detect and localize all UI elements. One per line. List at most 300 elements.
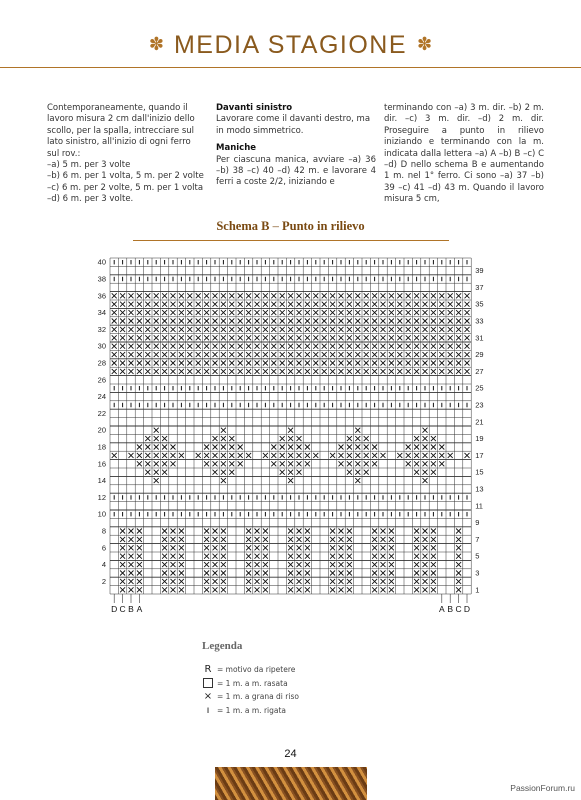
- knitting-chart: [85, 250, 505, 622]
- chart-cell-cross: [347, 470, 352, 475]
- chart-cell-cross: [280, 327, 285, 332]
- chart-cell-cross: [414, 545, 419, 550]
- chart-cell-cross: [372, 587, 377, 592]
- chart-cell-cross: [213, 470, 218, 475]
- chart-cell-cross: [414, 369, 419, 374]
- chart-cell-cross: [179, 369, 184, 374]
- schema-title-b: Punto in rilievo: [281, 219, 365, 233]
- legend-text: = 1 m. a m. rigata: [217, 705, 287, 715]
- chart-cell-cross: [179, 302, 184, 307]
- chart-cell-cross: [246, 571, 251, 576]
- chart-cell-cross: [288, 436, 293, 441]
- chart-cell-cross: [162, 470, 167, 475]
- chart-cell-cross: [229, 461, 234, 466]
- chart-cell-cross: [145, 445, 150, 450]
- column-label-right: C: [455, 604, 462, 614]
- chart-cell-cross: [406, 352, 411, 357]
- chart-cell-cross: [364, 293, 369, 298]
- chart-cell-cross: [129, 537, 134, 542]
- chart-cell-cross: [423, 335, 428, 340]
- chart-cell-cross: [288, 319, 293, 324]
- chart-cell-cross: [112, 369, 117, 374]
- chart-cell-cross: [431, 445, 436, 450]
- chart-cell-cross: [154, 319, 159, 324]
- chart-cell-cross: [448, 361, 453, 366]
- chart-cell-cross: [372, 554, 377, 559]
- chart-cell-cross: [313, 302, 318, 307]
- chart-cell-cross: [221, 361, 226, 366]
- chart-cell-cross: [204, 529, 209, 534]
- chart-cell-cross: [179, 310, 184, 315]
- chart-cell-cross: [364, 302, 369, 307]
- chart-cell-cross: [347, 453, 352, 458]
- chart-cell-cross: [313, 335, 318, 340]
- chart-cell-cross: [330, 529, 335, 534]
- chart-cell-cross: [355, 453, 360, 458]
- chart-cell-cross: [154, 352, 159, 357]
- chart-cell-cross: [381, 537, 386, 542]
- chart-cell-cross: [229, 327, 234, 332]
- chart-cell-cross: [179, 453, 184, 458]
- chart-cell-cross: [221, 445, 226, 450]
- chart-cell-cross: [187, 361, 192, 366]
- chart-cell-cross: [339, 579, 344, 584]
- chart-cell-cross: [246, 554, 251, 559]
- chart-cell-cross: [431, 352, 436, 357]
- chart-cell-cross: [288, 571, 293, 576]
- chart-cell-cross: [280, 453, 285, 458]
- chart-cell-cross: [439, 319, 444, 324]
- chart-cell-cross: [137, 453, 142, 458]
- chart-cell-cross: [263, 554, 268, 559]
- chart-cell-cross: [347, 545, 352, 550]
- chart-cell-cross: [137, 529, 142, 534]
- chart-cell-cross: [162, 436, 167, 441]
- chart-cell-cross: [423, 319, 428, 324]
- chart-cell-cross: [397, 369, 402, 374]
- chart-cell-cross: [456, 562, 461, 567]
- chart-cell-cross: [221, 571, 226, 576]
- chart-cell-cross: [246, 562, 251, 567]
- chart-cell-cross: [465, 293, 470, 298]
- chart-cell-cross: [431, 369, 436, 374]
- row-label-left: 10: [97, 509, 106, 519]
- chart-cell-cross: [263, 361, 268, 366]
- chart-cell-cross: [465, 344, 470, 349]
- chart-cell-cross: [171, 529, 176, 534]
- chart-cell-cross: [339, 587, 344, 592]
- chart-cell-cross: [305, 529, 310, 534]
- chart-cell-cross: [381, 352, 386, 357]
- chart-cell-cross: [129, 319, 134, 324]
- chart-cell-cross: [423, 461, 428, 466]
- chart-cell-cross: [456, 327, 461, 332]
- row-label-left: 28: [97, 358, 106, 368]
- chart-cell-cross: [330, 319, 335, 324]
- chart-cell-cross: [330, 562, 335, 567]
- chart-cell-cross: [465, 319, 470, 324]
- legend-text: = 1 m. a m. rasata: [217, 678, 288, 688]
- chart-cell-cross: [213, 453, 218, 458]
- chart-cell-cross: [355, 428, 360, 433]
- chart-cell-cross: [372, 529, 377, 534]
- chart-cell-cross: [456, 293, 461, 298]
- chart-cell-cross: [423, 436, 428, 441]
- chart-cell-cross: [339, 453, 344, 458]
- chart-cell-cross: [339, 529, 344, 534]
- chart-cell-cross: [364, 436, 369, 441]
- chart-cell-cross: [213, 554, 218, 559]
- chart-cell-cross: [221, 428, 226, 433]
- chart-cell-cross: [414, 453, 419, 458]
- chart-cell-cross: [397, 352, 402, 357]
- chart-cell-cross: [221, 310, 226, 315]
- chart-cell-cross: [162, 302, 167, 307]
- chart-cell-cross: [280, 361, 285, 366]
- text-column-1: [47, 103, 205, 206]
- row-label-right: 25: [475, 383, 484, 393]
- chart-cell-cross: [196, 361, 201, 366]
- chart-cell-cross: [347, 537, 352, 542]
- chart-cell-cross: [347, 335, 352, 340]
- row-label-right: 27: [475, 366, 484, 376]
- chart-cell-cross: [246, 369, 251, 374]
- chart-cell-cross: [288, 302, 293, 307]
- chart-cell-cross: [414, 470, 419, 475]
- chart-cell-cross: [179, 327, 184, 332]
- chart-cell-cross: [397, 327, 402, 332]
- row-label-right: 3: [475, 568, 480, 578]
- chart-cell-cross: [431, 587, 436, 592]
- chart-cell-cross: [339, 352, 344, 357]
- chart-cell-cross: [129, 293, 134, 298]
- chart-cell-cross: [288, 478, 293, 483]
- chart-cell-cross: [465, 369, 470, 374]
- chart-cell-cross: [112, 293, 117, 298]
- chart-cell-cross: [255, 327, 260, 332]
- chart-cell-cross: [339, 571, 344, 576]
- chart-cell-cross: [213, 335, 218, 340]
- chart-cell-cross: [297, 461, 302, 466]
- chart-cell-cross: [112, 361, 117, 366]
- chart-cell-cross: [414, 461, 419, 466]
- chart-cell-cross: [423, 579, 428, 584]
- chart-cell-cross: [255, 344, 260, 349]
- chart-cell-cross: [238, 461, 243, 466]
- chart-cell-cross: [171, 293, 176, 298]
- chart-cell-cross: [389, 344, 394, 349]
- chart-cell-cross: [196, 344, 201, 349]
- chart-cell-cross: [246, 545, 251, 550]
- chart-cell-cross: [154, 445, 159, 450]
- chart-cell-cross: [414, 293, 419, 298]
- row-label-left: 40: [97, 257, 106, 267]
- chart-cell-cross: [255, 571, 260, 576]
- row-label-left: 18: [97, 442, 106, 452]
- chart-cell-cross: [196, 319, 201, 324]
- chart-cell-cross: [431, 302, 436, 307]
- chart-cell-cross: [305, 571, 310, 576]
- chart-cell-cross: [372, 445, 377, 450]
- chart-cell-cross: [137, 302, 142, 307]
- chart-cell-cross: [120, 554, 125, 559]
- chart-cell-cross: [414, 327, 419, 332]
- chart-cell-cross: [305, 310, 310, 315]
- chart-cell-cross: [229, 445, 234, 450]
- chart-cell-cross: [389, 310, 394, 315]
- chart-cell-cross: [179, 529, 184, 534]
- legend-text: = motivo da ripetere: [217, 665, 296, 675]
- chart-cell-cross: [297, 293, 302, 298]
- schema-title-a: Schema B: [216, 219, 270, 233]
- chart-cell-cross: [414, 445, 419, 450]
- chart-cell-cross: [355, 470, 360, 475]
- chart-cell-cross: [397, 344, 402, 349]
- chart-cell-cross: [448, 352, 453, 357]
- chart-cell-cross: [448, 335, 453, 340]
- schema-title: [0, 219, 581, 234]
- schema-title-separator: –: [272, 219, 279, 233]
- chart-cell-cross: [255, 562, 260, 567]
- chart-cell-cross: [271, 369, 276, 374]
- chart-cell-cross: [162, 461, 167, 466]
- row-label-left: 6: [101, 543, 106, 553]
- chart-cell-cross: [431, 436, 436, 441]
- row-label-right: 17: [475, 450, 484, 460]
- chart-cell-cross: [145, 361, 150, 366]
- chart-cell-cross: [280, 310, 285, 315]
- chart-cell-cross: [423, 445, 428, 450]
- chart-cell-cross: [154, 470, 159, 475]
- chart-cell-cross: [137, 579, 142, 584]
- chart-cell-cross: [145, 461, 150, 466]
- chart-cell-cross: [221, 461, 226, 466]
- chart-cell-cross: [355, 369, 360, 374]
- chart-cell-cross: [313, 344, 318, 349]
- row-label-right: 1: [475, 585, 480, 595]
- page-number: 24: [284, 748, 297, 760]
- chart-cell-cross: [288, 562, 293, 567]
- chart-cell-cross: [171, 554, 176, 559]
- chart-cell-cross: [213, 587, 218, 592]
- chart-cell-cross: [431, 461, 436, 466]
- chart-cell-cross: [381, 453, 386, 458]
- chart-cell-cross: [229, 361, 234, 366]
- chart-cell-cross: [364, 369, 369, 374]
- chart-cell-cross: [137, 319, 142, 324]
- chart-cell-cross: [305, 361, 310, 366]
- chart-cell-cross: [187, 352, 192, 357]
- chart-cell-cross: [297, 470, 302, 475]
- chart-cell-cross: [162, 369, 167, 374]
- chart-cell-cross: [297, 571, 302, 576]
- chart-cell-cross: [339, 335, 344, 340]
- chart-cell-cross: [389, 352, 394, 357]
- chart-cell-cross: [439, 335, 444, 340]
- chart-cell-cross: [129, 545, 134, 550]
- chart-cell-cross: [221, 478, 226, 483]
- chart-cell-cross: [414, 319, 419, 324]
- chart-cell-cross: [355, 293, 360, 298]
- chart-cell-cross: [263, 537, 268, 542]
- chart-cell-cross: [112, 453, 117, 458]
- chart-cell-cross: [120, 293, 125, 298]
- chart-cell-cross: [339, 445, 344, 450]
- chart-cell-cross: [263, 529, 268, 534]
- chart-cell-cross: [196, 335, 201, 340]
- chart-cell-cross: [162, 293, 167, 298]
- chart-cell-cross: [145, 344, 150, 349]
- chart-cell-cross: [330, 344, 335, 349]
- row-label-right: 29: [475, 350, 484, 360]
- chart-cell-cross: [431, 579, 436, 584]
- chart-cell-cross: [213, 571, 218, 576]
- chart-cell-cross: [347, 327, 352, 332]
- chart-cell-cross: [171, 310, 176, 315]
- chart-cell-cross: [330, 327, 335, 332]
- chart-cell-cross: [364, 344, 369, 349]
- chart-cell-cross: [145, 293, 150, 298]
- chart-cell-cross: [364, 352, 369, 357]
- chart-cell-cross: [221, 529, 226, 534]
- chart-cell-cross: [439, 293, 444, 298]
- chart-cell-cross: [179, 545, 184, 550]
- chart-cell-cross: [414, 361, 419, 366]
- chart-cell-cross: [229, 453, 234, 458]
- chart-cell-cross: [330, 369, 335, 374]
- chart-cell-cross: [162, 562, 167, 567]
- chart-cell-cross: [423, 470, 428, 475]
- chart-cell-cross: [347, 579, 352, 584]
- chart-cell-cross: [322, 369, 327, 374]
- chart-cell-cross: [431, 470, 436, 475]
- row-label-right: 31: [475, 333, 484, 343]
- chart-cell-cross: [330, 587, 335, 592]
- chart-cell-cross: [288, 554, 293, 559]
- chart-cell-cross: [213, 352, 218, 357]
- chart-cell-cross: [423, 478, 428, 483]
- chart-cell-cross: [112, 319, 117, 324]
- chart-cell-cross: [355, 344, 360, 349]
- davanti-sinistro-body: Lavorare come il davanti destro, ma in modo simmetrico.: [216, 114, 371, 136]
- chart-cell-cross: [414, 587, 419, 592]
- chart-cell-cross: [171, 352, 176, 357]
- chart-cell-cross: [112, 310, 117, 315]
- chart-cell-cross: [229, 335, 234, 340]
- chart-cell-cross: [372, 352, 377, 357]
- text-column-2: [216, 103, 376, 189]
- chart-cell-cross: [120, 587, 125, 592]
- chart-cell-cross: [439, 361, 444, 366]
- chart-cell-cross: [322, 361, 327, 366]
- chart-cell-cross: [305, 562, 310, 567]
- chart-cell-cross: [238, 293, 243, 298]
- chart-cell-cross: [238, 319, 243, 324]
- column-1-body: Contemporaneamente, quando il lavoro misura 2 cm dall'inizio dello scollo, per la spalla, intrecciare sul lato sinistro, all'inizio di ogni ferro sul rov.: –a) 5 m. per 3 volte –b) 6 m. per 1 volta, 5 m. per 2 volte –c) 6 m. per 2 volte, 5 m. per 1 volta –d) 6 m. per 3 volte.: [47, 103, 204, 205]
- chart-cell-cross: [204, 461, 209, 466]
- chart-cell-cross: [439, 302, 444, 307]
- chart-cell-cross: [246, 293, 251, 298]
- chart-cell-cross: [229, 470, 234, 475]
- chart-cell-cross: [313, 310, 318, 315]
- chart-cell-cross: [465, 361, 470, 366]
- chart-cell-cross: [305, 335, 310, 340]
- row-label-right: 33: [475, 316, 484, 326]
- chart-cell-cross: [364, 445, 369, 450]
- chart-cell-cross: [171, 453, 176, 458]
- chart-cell-cross: [439, 352, 444, 357]
- chart-cell-cross: [263, 369, 268, 374]
- chart-cell-cross: [465, 302, 470, 307]
- chart-cell-cross: [171, 579, 176, 584]
- chart-cell-cross: [347, 436, 352, 441]
- column-label-right: B: [447, 604, 454, 614]
- chart-cell-cross: [238, 327, 243, 332]
- chart-cell-cross: [397, 302, 402, 307]
- chart-cell-cross: [120, 369, 125, 374]
- chart-cell-cross: [171, 344, 176, 349]
- chart-cell-cross: [129, 361, 134, 366]
- chart-cell-cross: [431, 529, 436, 534]
- row-label-right: 13: [475, 484, 484, 494]
- chart-cell-cross: [145, 453, 150, 458]
- chart-cell-cross: [288, 327, 293, 332]
- chart-cell-cross: [246, 587, 251, 592]
- chart-cell-cross: [204, 579, 209, 584]
- chart-cell-cross: [339, 361, 344, 366]
- column-3-body: terminando con –a) 3 m. dir. –b) 2 m. dir. –c) 3 m. dir. –d) 2 m. dir. Proseguire a punto in rilievo iniziando e terminando con la m. indicata dalla lettera –a) A –b) B –c) C –d) D nello schema B e aumentando 1 m. nel 1° ferro. Ci sono –a) 37 –b) 39 –c) 41 –d) 43 m. Quando il lavoro misura 5 cm,: [384, 103, 544, 205]
- chart-cell-cross: [271, 293, 276, 298]
- chart-cell-cross: [288, 587, 293, 592]
- row-label-left: 8: [101, 526, 106, 536]
- chart-cell-cross: [246, 529, 251, 534]
- chart-cell-cross: [381, 310, 386, 315]
- column-label-left: B: [128, 604, 134, 614]
- chart-cell-cross: [229, 319, 234, 324]
- chart-cell-cross: [355, 361, 360, 366]
- chart-cell-cross: [339, 302, 344, 307]
- chart-cell-cross: [221, 319, 226, 324]
- chart-cell-cross: [246, 327, 251, 332]
- chart-cell-cross: [414, 436, 419, 441]
- row-label-right: 9: [475, 518, 480, 528]
- chart-cell-cross: [406, 293, 411, 298]
- chart-cell-cross: [339, 545, 344, 550]
- chart-cell-cross: [389, 319, 394, 324]
- chart-cell-cross: [456, 361, 461, 366]
- chart-cell-cross: [246, 310, 251, 315]
- chart-cell-cross: [263, 571, 268, 576]
- chart-cell-cross: [347, 310, 352, 315]
- chart-cell-cross: [120, 335, 125, 340]
- chart-cell-cross: [129, 302, 134, 307]
- chart-cell-cross: [297, 579, 302, 584]
- legend-text: = 1 m. a grana di riso: [217, 692, 299, 702]
- chart-cell-cross: [221, 302, 226, 307]
- chart-cell-cross: [414, 537, 419, 542]
- chart-cell-cross: [297, 319, 302, 324]
- chart-cell-cross: [238, 352, 243, 357]
- chart-cell-cross: [456, 537, 461, 542]
- chart-cell-cross: [162, 453, 167, 458]
- chart-cell-cross: [389, 529, 394, 534]
- chart-cell-cross: [145, 327, 150, 332]
- chart-cell-cross: [288, 470, 293, 475]
- chart-cell-cross: [154, 344, 159, 349]
- chart-cell-cross: [229, 369, 234, 374]
- chart-cell-cross: [322, 319, 327, 324]
- chart-cell-cross: [229, 293, 234, 298]
